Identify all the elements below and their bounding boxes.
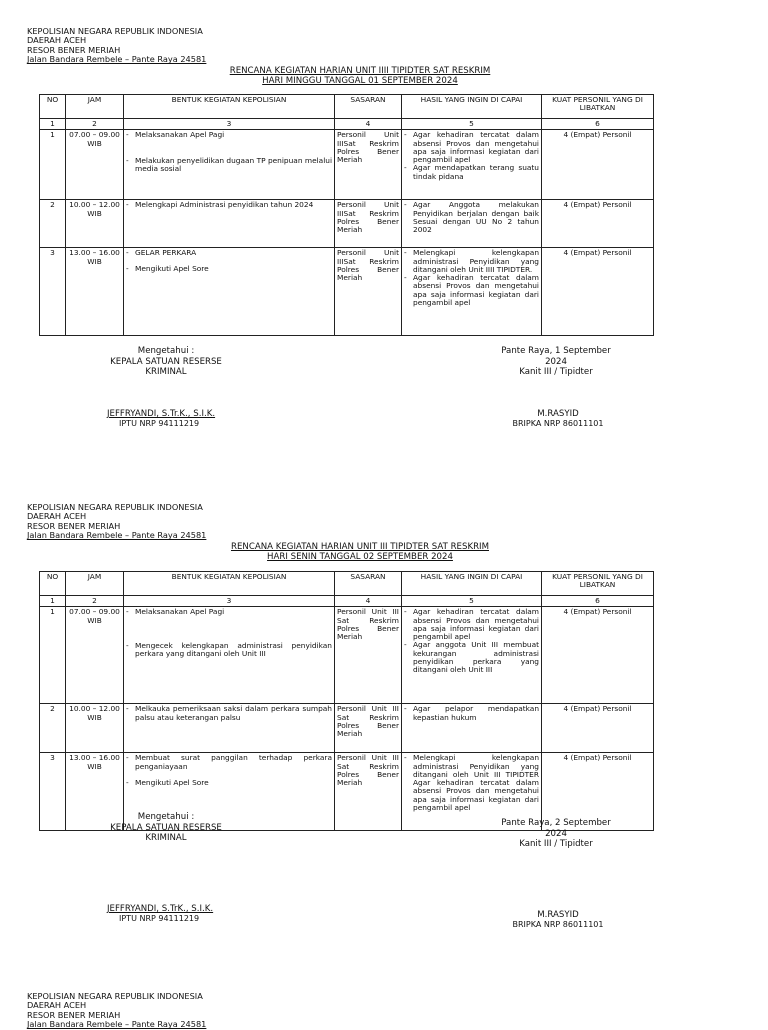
title-line: RENCANA KEGIATAN HARIAN UNIT III TIPIDTER SAT RESKRIM: [230, 542, 489, 552]
column-header: SASARAN: [335, 95, 402, 119]
letterhead-line: RESOR BENER MERIAH: [27, 520, 121, 531]
right-signatory: [503, 910, 613, 929]
activity-item: Mengikuti Apel Sore: [135, 263, 209, 273]
activity-table: [39, 571, 654, 831]
row-personnel: 4 (Empat) Personil: [542, 704, 654, 753]
column-number: 2: [66, 119, 124, 130]
left-signatory: [107, 409, 216, 428]
column-header: JAM: [66, 95, 124, 119]
row-personnel: 4 (Empat) Personil: [542, 607, 654, 704]
row-personnel: 4 (Empat) Personil: [542, 200, 654, 248]
column-header: HASIL YANG INGIN DI CAPAI: [402, 95, 542, 119]
column-header: KUAT PERSONIL YANG DI LIBATKAN: [542, 572, 654, 596]
right-signatory-nrp: BRIPKA NRP 86011101: [512, 920, 604, 929]
table-row: [40, 130, 654, 200]
letterhead-line: DAERAH ACEH: [27, 35, 87, 46]
letterhead: [27, 27, 206, 65]
row-target: Personil Unit IIISat Reskrim Polres Bener Meriah: [335, 200, 402, 248]
date-block: Pante Raya, 1 September 2024 Kanit III / Tipidter: [501, 346, 611, 378]
result-item: Agar Anggota melakukan Penyidikan berjalan dengan baik Sesuai dengan UU No 2 tahun 2002: [413, 200, 539, 235]
letterhead-line: DAERAH ACEH: [27, 1000, 87, 1011]
row-activity: - Melaksanakan Apel Pagi - Mengecek kelengkapan administrasi penyidikan perkara yang ditangani oleh Unit III: [124, 607, 335, 704]
activity-item: Melakukan penyelidikan dugaan TP penipuan melalui media sosial: [135, 155, 332, 173]
row-activity: - Membuat surat panggilan terhadap perkara penganiayaan - Mengikuti Apel Sore: [124, 753, 335, 831]
table-header-row: [40, 95, 654, 119]
result-item: Agar mendapatkan terang suatu tindak pidana: [413, 163, 539, 181]
letterhead-address: Jalan Bandara Rembele – Pante Raya 24581: [27, 530, 207, 541]
column-number-row: [40, 596, 654, 607]
column-number: 6: [542, 119, 654, 130]
column-number: 1: [40, 596, 66, 607]
row-activity: - GELAR PERKARA - Mengikuti Apel Sore: [124, 248, 335, 336]
row-time: 07.00 – 09.00 WIB: [66, 130, 124, 200]
activity-item: Melaksanakan Apel Pagi: [135, 607, 225, 617]
row-time: 10.00 – 12.00 WIB: [66, 704, 124, 753]
activity-item: Melkauka pemeriksaan saksi dalam perkara sumpah palsu atau keterangan palsu: [135, 704, 332, 722]
result-item: Melengkapi kelengkapan administrasi Penyidikan yang ditangani oleh Unit IIII TIPIDTER.: [413, 248, 539, 274]
row-activity: - Melkauka pemeriksaan saksi dalam perkara sumpah palsu atau keterangan palsu: [124, 704, 335, 753]
table-row: [40, 704, 654, 753]
row-result: - Agar kehadiran tercatat dalam absensi Provos dan mengetahui apa saja informasi kegiatan dari pengambil apel - Agar anggota Unit III membuat kekurangan administrasi penyidikan perkara yang ditangani oleh Unit III: [402, 607, 542, 704]
date-block: Pante Raya, 2 September 2024 Kanit III / Tipidter: [501, 818, 611, 850]
letterhead-line: RESOR BENER MERIAH: [27, 44, 121, 55]
letterhead-line: KEPOLISIAN NEGARA REPUBLIK INDONESIA: [27, 502, 203, 512]
row-number: 2: [40, 200, 66, 248]
table-row: [40, 607, 654, 704]
right-signatory-name: M.RASYID: [537, 409, 579, 419]
row-time: 10.00 – 12.00 WIB: [66, 200, 124, 248]
row-activity: - Melaksanakan Apel Pagi - Melakukan penyelidikan dugaan TP penipuan melalui media sosial: [124, 130, 335, 200]
letterhead-line: DAERAH ACEH: [27, 511, 87, 522]
row-result: - Melengkapi kelengkapan administrasi Penyidikan yang ditangani oleh Unit IIII TIPIDTER. - Agar kehadiran tercatat dalam absensi Provos dan mengetahui apa saja informasi kegiatan dari pengambil apel: [402, 248, 542, 336]
left-signatory-name: JEFFRYANDI, S.Tr.K., S.I.K.: [107, 409, 216, 419]
activity-table: [39, 94, 654, 336]
row-number: 1: [40, 130, 66, 200]
row-personnel: 4 (Empat) Personil: [542, 248, 654, 336]
column-number: 3: [124, 596, 335, 607]
column-header: HASIL YANG INGIN DI CAPAI: [402, 572, 542, 596]
column-number: 6: [542, 596, 654, 607]
title-line: RENCANA KEGIATAN HARIAN UNIT IIII TIPIDTER SAT RESKRIM: [229, 66, 491, 76]
column-number: 1: [40, 119, 66, 130]
column-number: 5: [402, 119, 542, 130]
row-target: Personil Unit IIISat Reskrim Polres Bener Meriah: [335, 248, 402, 336]
right-signatory-name: M.RASYID: [537, 910, 579, 920]
right-signatory: [503, 409, 613, 428]
column-header: SASARAN: [335, 572, 402, 596]
row-time: 07.00 – 09.00 WIB: [66, 607, 124, 704]
acknowledgement-block: Mengetahui : KEPALA SATUAN RESERSE KRIMINAL: [110, 346, 222, 378]
row-result: - Melengkapi kelengkapan administrasi Penyidikan yang ditangani oleh Unit III TIPIDTER Agar kehadiran tercatat dalam absensi Provos dan mengetahui apa saja informasi kegiatan dari pengambil apel: [402, 753, 542, 831]
table-row: [40, 200, 654, 248]
row-time: 13.00 – 16.00 WIB: [66, 753, 124, 831]
document-title: [0, 66, 720, 86]
table-row: [40, 248, 654, 336]
column-number: 2: [66, 596, 124, 607]
activity-item: Membuat surat panggilan terhadap perkara penganiayaan: [135, 753, 332, 771]
row-target: Personil Unit III Sat Reskrim Polres Bener Meriah: [335, 704, 402, 753]
subtitle-line: HARI SENIN TANGGAL 02 SEPTEMBER 2024: [267, 552, 453, 562]
column-header: KUAT PERSONIL YANG DI LIBATKAN: [542, 95, 654, 119]
left-signatory: [107, 904, 213, 921]
column-header: BENTUK KEGIATAN KEPOLISIAN: [124, 572, 335, 596]
acknowledgement-block: Mengetahui : KEPALA SATUAN RESERSE KRIMINAL: [110, 812, 222, 844]
document-page-3: [0, 965, 768, 1030]
subtitle-line: HARI MINGGU TANGGAL 01 SEPTEMBER 2024: [262, 76, 458, 86]
left-signatory-name: JEFFRYANDI, S.TrK., S.I.K.: [107, 904, 214, 914]
result-item: Melengkapi kelengkapan administrasi Penyidikan yang ditangani oleh Unit III TIPIDTER Agar kehadiran tercatat dalam absensi Provos dan mengetahui apa saja informasi kegiatan dari pengambil apel: [413, 753, 539, 813]
row-personnel: 4 (Empat) Personil: [542, 130, 654, 200]
row-result: - Agar Anggota melakukan Penyidikan berjalan dengan baik Sesuai dengan UU No 2 tahun 2002: [402, 200, 542, 248]
row-activity: - Melengkapi Administrasi penyidikan tahun 2024: [124, 200, 335, 248]
right-signatory-nrp: BRIPKA NRP 86011101: [512, 419, 604, 428]
letterhead: [27, 992, 206, 1030]
result-item: Agar kehadiran tercatat dalam absensi Provos dan mengetahui apa saja informasi kegiatan dari pengambil apel: [413, 273, 539, 308]
row-result: - Agar kehadiran tercatat dalam absensi Provos dan mengetahui apa saja informasi kegiatan dari pengambil apel - Agar mendapatkan terang suatu tindak pidana: [402, 130, 542, 200]
letterhead-address: Jalan Bandara Rembele – Pante Raya 24581: [27, 54, 207, 65]
activity-item: Melengkapi Administrasi penyidikan tahun 2024: [135, 200, 314, 210]
activity-item: GELAR PERKARA: [135, 248, 197, 258]
letterhead: [27, 503, 206, 541]
result-item: Agar pelapor mendapatkan kepastian hukum: [413, 704, 539, 722]
activity-item: Melaksanakan Apel Pagi: [135, 130, 225, 140]
result-item: Agar kehadiran tercatat dalam absensi Provos dan mengetahui apa saja informasi kegiatan dari pengambil apel: [413, 607, 539, 642]
left-signatory-nrp: IPTU NRP 94111219: [119, 914, 200, 923]
letterhead-line: KEPOLISIAN NEGARA REPUBLIK INDONESIA: [27, 991, 203, 1001]
column-header: NO: [40, 95, 66, 119]
column-number: 3: [124, 119, 335, 130]
column-number: 4: [335, 596, 402, 607]
row-number: 3: [40, 753, 66, 831]
document-title: [0, 542, 720, 562]
column-header: BENTUK KEGIATAN KEPOLISIAN: [124, 95, 335, 119]
row-result: - Agar pelapor mendapatkan kepastian hukum: [402, 704, 542, 753]
column-number: 5: [402, 596, 542, 607]
letterhead-line: RESOR BENER MERIAH: [27, 1009, 121, 1020]
table-header-row: [40, 572, 654, 596]
column-number-row: [40, 119, 654, 130]
row-target: Personil Unit IIISat Reskrim Polres Bener Meriah: [335, 130, 402, 200]
left-signatory-nrp: IPTU NRP 94111219: [119, 419, 200, 428]
column-number: 4: [335, 119, 402, 130]
activity-item: Mengecek kelengkapan administrasi penyidikan perkara yang ditangani oleh Unit III: [135, 640, 332, 658]
letterhead-line: KEPOLISIAN NEGARA REPUBLIK INDONESIA: [27, 26, 203, 36]
row-number: 1: [40, 607, 66, 704]
row-personnel: 4 (Empat) Personil: [542, 753, 654, 831]
column-header: JAM: [66, 572, 124, 596]
row-target: Personil Unit III Sat Reskrim Polres Bener Meriah: [335, 753, 402, 831]
row-number: 2: [40, 704, 66, 753]
row-target: Personil Unit III Sat Reskrim Polres Bener Meriah: [335, 607, 402, 704]
row-time: 13.00 – 16.00 WIB: [66, 248, 124, 336]
result-item: Agar kehadiran tercatat dalam absensi Provos dan mengetahui apa saja informasi kegiatan dari pengambil apel: [413, 130, 539, 165]
result-item: Agar anggota Unit III membuat kekurangan administrasi penyidikan perkara yang ditangani oleh Unit III: [413, 640, 539, 675]
letterhead-address: Jalan Bandara Rembele – Pante Raya 24581: [27, 1019, 207, 1030]
row-number: 3: [40, 248, 66, 336]
column-header: NO: [40, 572, 66, 596]
activity-item: Mengikuti Apel Sore: [135, 777, 209, 787]
